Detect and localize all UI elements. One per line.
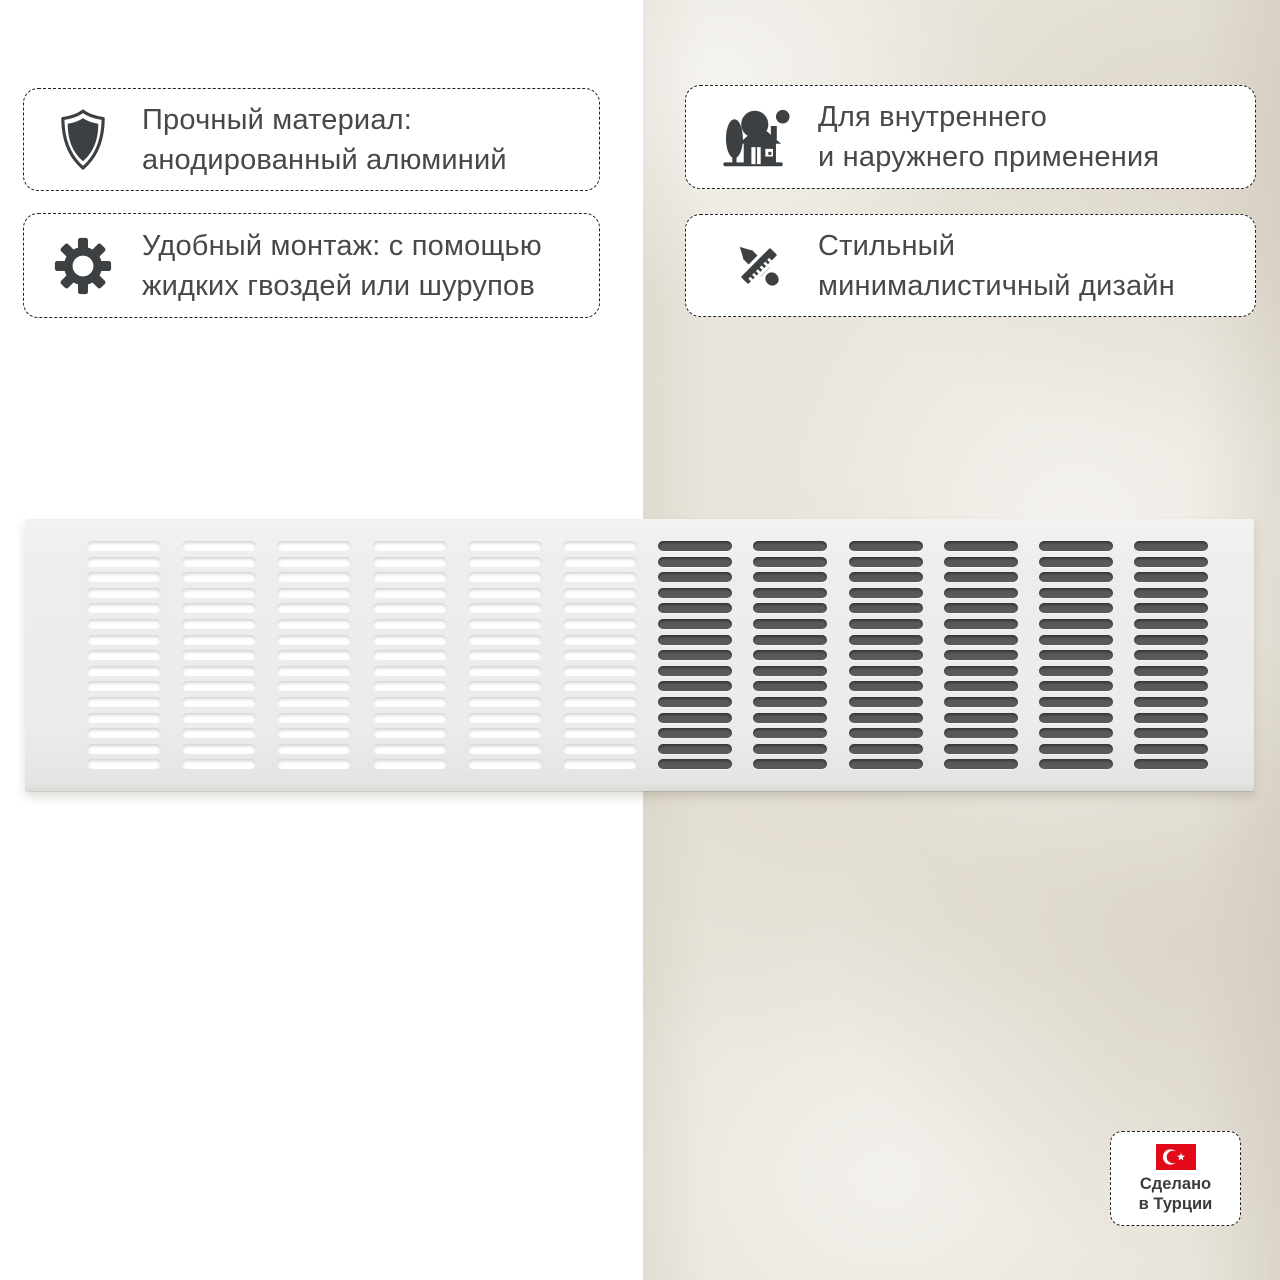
grille-slot: [1039, 572, 1113, 582]
grille-slot: [277, 572, 351, 582]
grille-slot: [849, 650, 923, 660]
grille-slot: [658, 697, 732, 707]
grille-slot: [182, 728, 256, 738]
grille-slot: [563, 713, 637, 723]
grille-slot: [277, 759, 351, 769]
feature-box-design: [685, 214, 1256, 317]
shield-icon: [24, 108, 142, 172]
grille-slot: [753, 557, 827, 567]
grille-slot: [468, 557, 542, 567]
grille-slot: [753, 603, 827, 613]
grille-slot: [1039, 650, 1113, 660]
grille-slot: [563, 572, 637, 582]
grille-slot: [658, 713, 732, 723]
grille-slot: [1039, 728, 1113, 738]
feature-line: Для внутреннего: [818, 101, 1048, 133]
grille-slot: [1039, 635, 1113, 645]
grille-slot: [563, 557, 637, 567]
grille-slot: [1134, 681, 1208, 691]
grille-slot: [563, 728, 637, 738]
feature-line: Прочный материал:: [142, 103, 413, 136]
grille-slot: [277, 588, 351, 598]
grille-slot: [373, 666, 447, 676]
grille-slot: [1039, 713, 1113, 723]
grille-slot: [373, 619, 447, 629]
grille-slot: [944, 759, 1018, 769]
grille-slot: [1134, 697, 1208, 707]
grille-slot: [563, 759, 637, 769]
grille-slot: [468, 541, 542, 551]
grille-slot: [277, 603, 351, 613]
grille-slot: [658, 635, 732, 645]
gear-icon: [24, 236, 142, 296]
grille-slot: [182, 759, 256, 769]
grille-slot: [753, 650, 827, 660]
grille-slot: [753, 619, 827, 629]
grille-slot: [753, 541, 827, 551]
grille-slot: [182, 557, 256, 567]
grille-slot: [87, 713, 161, 723]
grille-slots: [87, 541, 1208, 769]
feature-line: Стильный: [818, 229, 956, 262]
grille-slot: [849, 759, 923, 769]
feature-line: и наружнего применения: [818, 141, 1160, 173]
grille-slot: [658, 681, 732, 691]
grille-slot: [87, 728, 161, 738]
grille-slot: [87, 697, 161, 707]
grille-slot: [944, 744, 1018, 754]
grille-slot: [182, 650, 256, 660]
made-in-label: Сделано в Турции: [1138, 1174, 1213, 1213]
grille-slot: [658, 759, 732, 769]
grille-slot: [373, 572, 447, 582]
grille-slot: [468, 697, 542, 707]
grille-slot: [944, 697, 1018, 707]
grille-slot: [658, 728, 732, 738]
grille-slot: [944, 603, 1018, 613]
grille-slot: [849, 728, 923, 738]
grille-slot: [944, 681, 1018, 691]
grille-slot: [182, 713, 256, 723]
grille-slot: [658, 744, 732, 754]
feature-line: анодированный алюминий: [142, 143, 507, 176]
grille-slot: [87, 666, 161, 676]
grille-slot: [468, 728, 542, 738]
grille-slot: [87, 681, 161, 691]
feature-line: жидких гвоздей или шурупов: [142, 269, 535, 302]
turkey-flag-icon: [1156, 1144, 1196, 1170]
grille-slot: [1134, 713, 1208, 723]
grille-slot: [1039, 603, 1113, 613]
grille-slot: [563, 541, 637, 551]
grille-slot: [1039, 619, 1113, 629]
grille-slot: [87, 650, 161, 660]
grille-slot: [849, 541, 923, 551]
grille-slot: [944, 635, 1018, 645]
grille-slot: [563, 697, 637, 707]
grille-slot: [1039, 588, 1113, 598]
grille-slot: [87, 635, 161, 645]
grille-slot: [753, 666, 827, 676]
grille-slot: [182, 541, 256, 551]
grille-slot: [563, 744, 637, 754]
grille-slot: [468, 588, 542, 598]
grille-slot: [468, 619, 542, 629]
grille-slot: [563, 666, 637, 676]
grille-slot: [373, 759, 447, 769]
grille-slot: [87, 619, 161, 629]
grille-slot: [563, 635, 637, 645]
grille-slot: [849, 666, 923, 676]
feature-box-usage: [685, 85, 1256, 189]
grille-slot: [182, 681, 256, 691]
grille-slot: [753, 572, 827, 582]
grille-slot: [658, 603, 732, 613]
grille-slot: [1039, 541, 1113, 551]
grille-slot: [182, 744, 256, 754]
grille-slot: [1134, 744, 1208, 754]
grille-slot: [277, 681, 351, 691]
grille-slot: [277, 697, 351, 707]
grille-slot: [468, 635, 542, 645]
feature-line: минималистичный дизайн: [818, 269, 1175, 302]
grille-slot: [944, 728, 1018, 738]
grille-slot: [753, 635, 827, 645]
grille-slot: [563, 603, 637, 613]
grille-slot: [849, 603, 923, 613]
grille-slot: [1134, 572, 1208, 582]
feature-text: [142, 226, 542, 306]
grille-slot: [468, 666, 542, 676]
grille-slot: [468, 681, 542, 691]
grille-slot: [468, 744, 542, 754]
grille-slot: [373, 697, 447, 707]
grille-slot: [182, 588, 256, 598]
grille-slot: [277, 619, 351, 629]
grille-slot: [277, 744, 351, 754]
grille-slot: [849, 588, 923, 598]
grille-slot: [753, 744, 827, 754]
grille-slot: [87, 588, 161, 598]
grille-slot: [1134, 650, 1208, 660]
grille-slot: [468, 713, 542, 723]
grille-slot: [944, 650, 1018, 660]
grille-slot: [182, 603, 256, 613]
grille-slot: [658, 666, 732, 676]
grille-slot: [468, 572, 542, 582]
grille-slot: [658, 650, 732, 660]
grille-slot: [1134, 666, 1208, 676]
grille-slot: [944, 666, 1018, 676]
grille-slot: [658, 572, 732, 582]
grille-slot: [1134, 635, 1208, 645]
grille-slot: [277, 541, 351, 551]
made-in-turkey-badge: [1110, 1131, 1241, 1226]
feature-line: Удобный монтаж: с помощью: [142, 229, 542, 262]
grille-slot: [277, 713, 351, 723]
grille-slot: [277, 557, 351, 567]
grille-slot: [277, 728, 351, 738]
grille-slot: [563, 650, 637, 660]
grille-slot: [277, 666, 351, 676]
grille-slot: [87, 541, 161, 551]
pencil-ruler-icon: [700, 235, 818, 297]
grille-slot: [373, 681, 447, 691]
grille-slot: [658, 541, 732, 551]
ventilation-grille: [25, 519, 1254, 791]
grille-slot: [373, 557, 447, 567]
grille-slot: [1039, 681, 1113, 691]
grille-slot: [849, 572, 923, 582]
grille-slot: [182, 572, 256, 582]
grille-slot: [944, 588, 1018, 598]
grille-slot: [753, 728, 827, 738]
grille-slot: [753, 681, 827, 691]
grille-slot: [1039, 744, 1113, 754]
grille-slot: [277, 650, 351, 660]
grille-slot: [182, 666, 256, 676]
grille-slot: [468, 759, 542, 769]
grille-slot: [1134, 759, 1208, 769]
grille-slot: [182, 635, 256, 645]
grille-slot: [658, 588, 732, 598]
grille-slot: [1039, 697, 1113, 707]
grille-slot: [1134, 588, 1208, 598]
grille-slot: [563, 619, 637, 629]
grille-slot: [373, 713, 447, 723]
grille-slot: [1134, 557, 1208, 567]
grille-slot: [87, 759, 161, 769]
grille-slot: [849, 619, 923, 629]
grille-slot: [849, 635, 923, 645]
grille-slot: [944, 619, 1018, 629]
grille-slot: [1134, 619, 1208, 629]
house-tree-icon: [700, 103, 818, 171]
feature-text: [818, 226, 1175, 306]
grille-slot: [373, 588, 447, 598]
grille-slot: [753, 759, 827, 769]
grille-slot: [1039, 666, 1113, 676]
grille-slot: [849, 681, 923, 691]
feature-text: [142, 100, 507, 180]
grille-slot: [468, 603, 542, 613]
feature-box-material: [23, 88, 600, 191]
grille-slot: [1039, 759, 1113, 769]
grille-slot: [1039, 557, 1113, 567]
grille-slot: [87, 744, 161, 754]
grille-slot: [563, 681, 637, 691]
grille-slot: [182, 619, 256, 629]
grille-slot: [373, 635, 447, 645]
grille-slot: [87, 603, 161, 613]
grille-slot: [1134, 541, 1208, 551]
grille-slot: [373, 541, 447, 551]
grille-slot: [944, 713, 1018, 723]
grille-slot: [658, 557, 732, 567]
grille-slot: [563, 588, 637, 598]
grille-slot: [373, 728, 447, 738]
grille-slot: [753, 588, 827, 598]
grille-slot: [753, 713, 827, 723]
grille-slot: [658, 619, 732, 629]
grille-slot: [87, 557, 161, 567]
grille-slot: [373, 603, 447, 613]
feature-text: [818, 97, 1159, 177]
grille-slot: [753, 697, 827, 707]
grille-slot: [849, 744, 923, 754]
grille-slot: [849, 557, 923, 567]
grille-slot: [1134, 728, 1208, 738]
grille-slot: [849, 713, 923, 723]
grille-slot: [1134, 603, 1208, 613]
grille-slot: [373, 744, 447, 754]
grille-slot: [373, 650, 447, 660]
grille-slot: [849, 697, 923, 707]
grille-slot: [277, 635, 351, 645]
grille-slot: [944, 572, 1018, 582]
grille-slot: [87, 572, 161, 582]
feature-box-mounting: [23, 213, 600, 318]
grille-slot: [944, 557, 1018, 567]
grille-slot: [468, 650, 542, 660]
grille-slot: [944, 541, 1018, 551]
grille-slot: [182, 697, 256, 707]
